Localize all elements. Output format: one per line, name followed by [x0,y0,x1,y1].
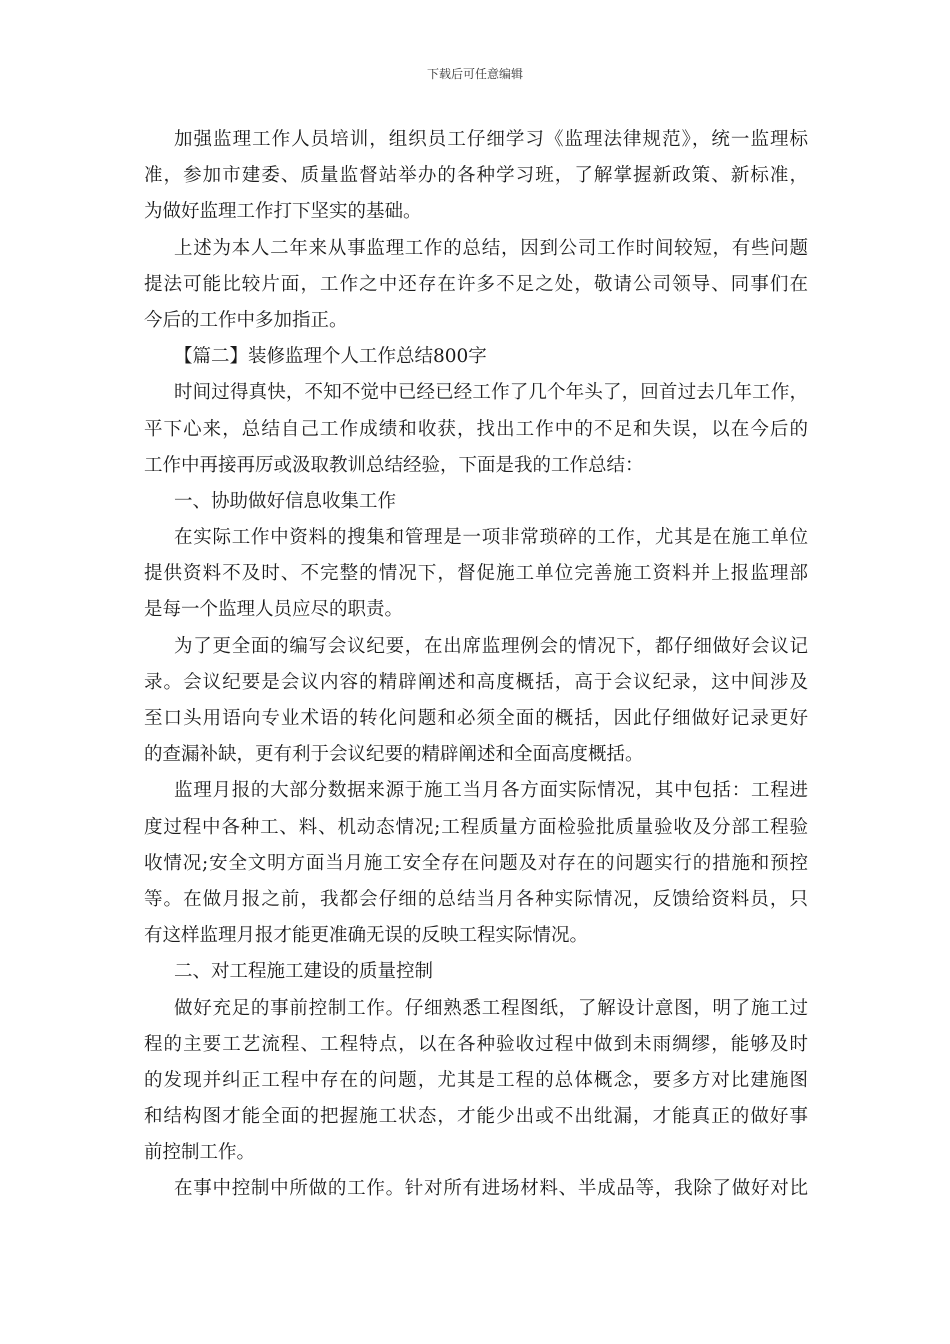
text-line: 在事中控制中所做的工作。针对所有进场材料、半成品等，我除了做好对比 [174,1178,808,1200]
text-line: 为了更全面的编写会议纪要，在出席监理例会的情况下，都仔细做好会议记 [174,635,808,657]
document-body [144,122,808,1208]
text-line: 在实际工作中资料的搜集和管理是一项非常琐碎的工作，尤其是在施工单位 [174,527,808,549]
text-line: 平下心来，总结自己工作成绩和收获，找出工作中的不足和失误，以在今后的 [144,418,808,440]
text-line: 今后的工作中多加指正。 [144,309,348,331]
text-line: 时间过得真快，不知不觉中已经已经工作了几个年头了，回首过去几年工作， [174,382,808,404]
text-line: 一、协助做好信息收集工作 [174,490,397,512]
text-line: 监理月报的大部分数据来源于施工当月各方面实际情况，其中包括：工程进 [174,780,808,802]
text-line: 等。在做月报之前，我都会仔细的总结当月各种实际情况，反馈给资料员，只 [144,888,808,910]
text-line: 二、对工程施工建设的质量控制 [174,961,434,983]
text-line: 上述为本人二年来从事监理工作的总结，因到公司工作时间较短，有些问题 [174,237,808,259]
text-line: 工作中再接再厉或汲取教训总结经验，下面是我的工作总结： [144,454,644,476]
text-line: 和结构图才能全面的把握施工状态，才能少出或不出纰漏，才能真正的做好事 [144,1106,808,1128]
text-line: 的发现并纠正工程中存在的问题，尤其是工程的总体概念，要多方对比建施图 [144,1069,808,1091]
text-line: 录。会议纪要是会议内容的精辟阐述和高度概括，高于会议纪录，这中间涉及 [144,671,808,693]
text-line: 为做好监理工作打下坚实的基础。 [144,201,422,223]
text-line: 至口头用语向专业术语的转化问题和必须全面的概括，因此仔细做好记录更好 [144,708,808,729]
text-line: 加强监理工作人员培训，组织员工仔细学习《监理法律规范》，统一监理标 [174,129,808,150]
text-line: 做好充足的事前控制工作。仔细熟悉工程图纸，了解设计意图，明了施工过 [174,997,808,1019]
text-line: 准，参加市建委、质量监督站举办的各种学习班，了解掌握新政策、新标准， [144,165,808,187]
text-line: 度过程中各种工、料、机动态情况;工程质量方面检验批质量验收及分部工程验 [144,816,808,838]
text-line: 收情况;安全文明方面当月施工安全存在问题及对存在的问题实行的措施和预控 [144,852,808,874]
text-line: 提供资料不及时、不完整的情况下，督促施工单位完善施工资料并上报监理部 [144,563,808,585]
text-line: 是每一个监理人员应尽的职责。 [144,599,404,621]
text-line: 【篇二】装修监理个人工作总结800字 [174,346,487,368]
text-line: 前控制工作。 [144,1142,256,1164]
text-line: 程的主要工艺流程、工程特点，以在各种验收过程中做到未雨绸缪，能够及时 [144,1033,808,1055]
page-header-note: 下载后可任意编辑 [426,67,523,81]
text-line: 的查漏补缺，更有利于会议纪要的精辟阐述和全面高度概括。 [144,744,644,766]
text-line: 提法可能比较片面，工作之中还存在许多不足之处，敬请公司领导、同事们在 [144,273,808,295]
text-line: 有这样监理月报才能更准确无误的反映工程实际情况。 [144,925,589,947]
